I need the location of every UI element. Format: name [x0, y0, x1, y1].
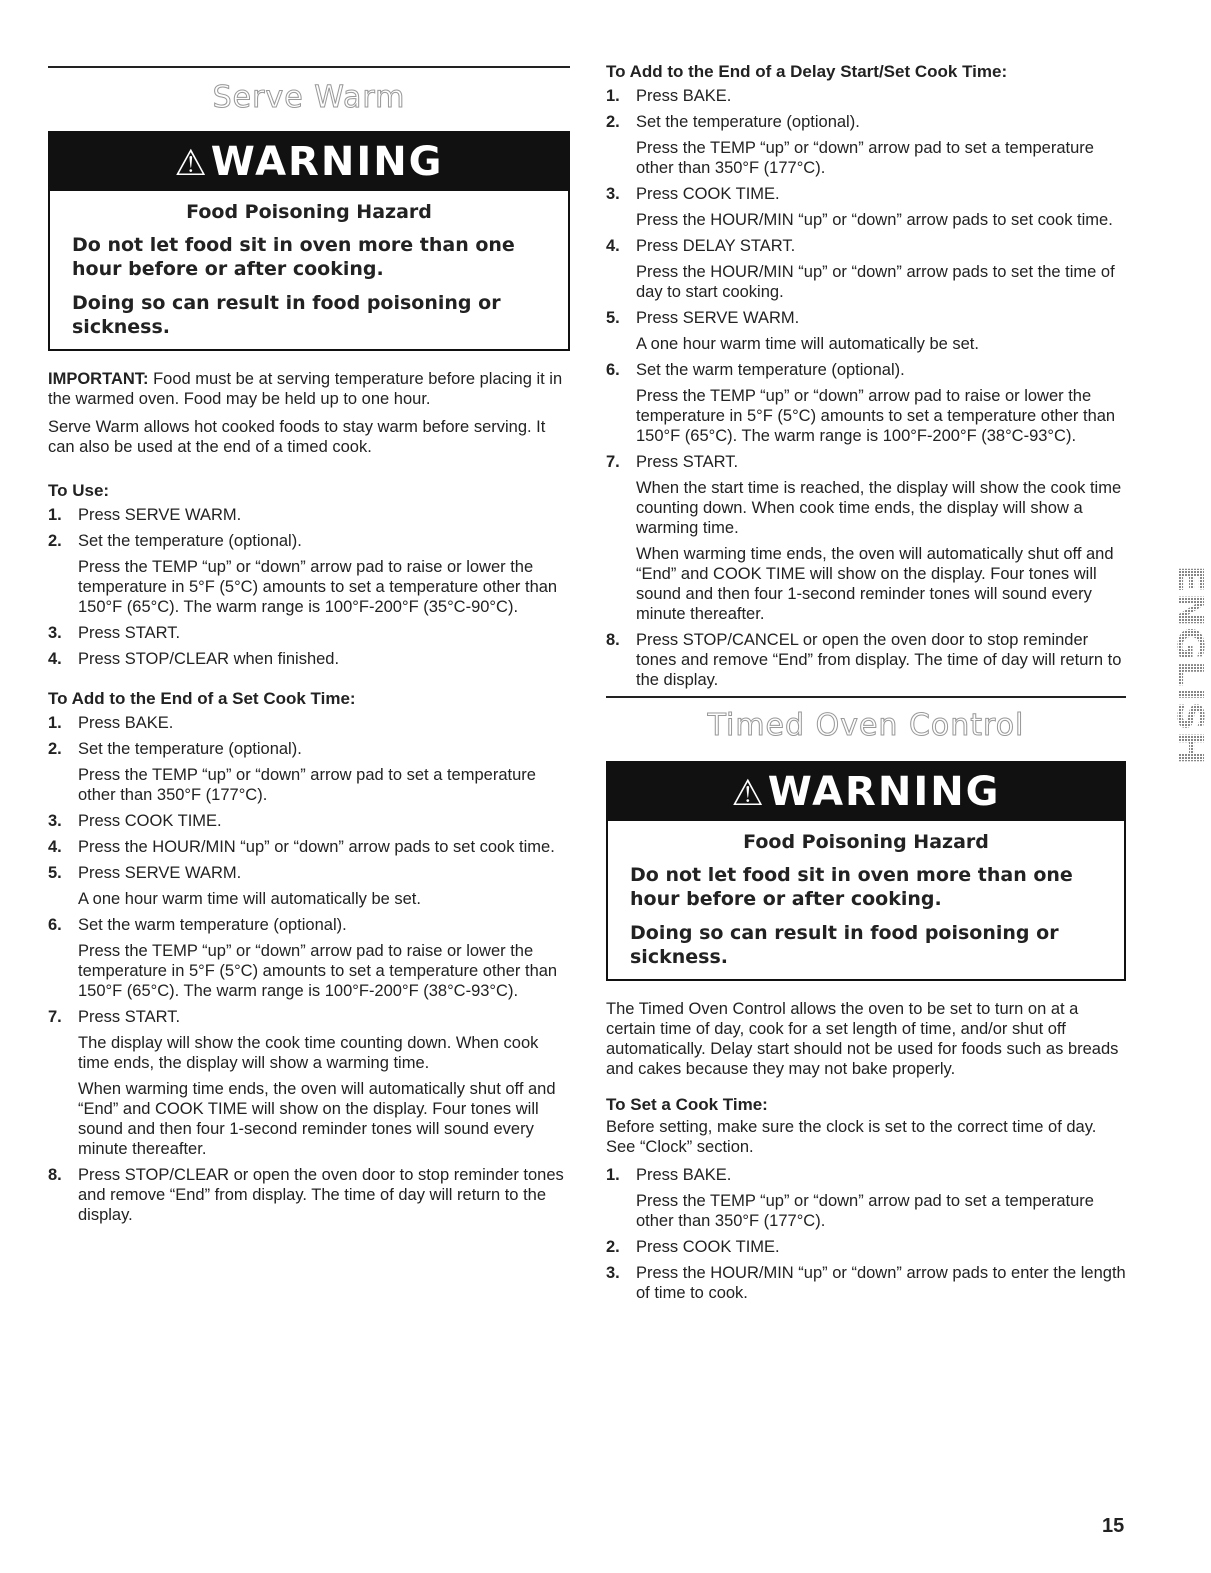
- step-number: 1.: [48, 506, 62, 524]
- steps-add-end-set-cook: [48, 713, 570, 1225]
- step-detail: Press the TEMP “up” or “down” arrow pad to raise or lower the temperature in 5°F (5°C) amounts to set a temperature other than 150°F (65°C). The warm range is 100°F-200°F (38°C-93°C).: [78, 942, 558, 1000]
- warning-box: [606, 761, 1126, 981]
- step-text: Press BAKE.: [636, 87, 732, 105]
- step-text: Press START.: [636, 453, 739, 471]
- step-detail: The display will show the cook time counting down. When cook time ends, the display will show a warming time.: [78, 1034, 539, 1072]
- step-text: Press COOK TIME.: [78, 812, 222, 830]
- step-text: Press DELAY START.: [636, 237, 796, 255]
- steps-add-end-delay: [606, 86, 1126, 690]
- list-item: [48, 505, 570, 525]
- step-text: Press SERVE WARM.: [636, 309, 800, 327]
- list-item: [606, 86, 1126, 106]
- step-number: 2.: [606, 1238, 620, 1256]
- serve-warm-intro: Serve Warm allows hot cooked foods to stay warm before serving. It can also be used at the end of a timed cook.: [48, 418, 546, 456]
- list-item: [606, 1237, 1126, 1257]
- step-number: 2.: [48, 532, 62, 550]
- warning-hazard: Food Poisoning Hazard: [186, 201, 432, 223]
- list-item: [606, 1263, 1126, 1303]
- side-tab-english: [1148, 565, 1210, 765]
- left-column: [48, 0, 570, 1231]
- step-number: 1.: [48, 714, 62, 732]
- list-item: [606, 630, 1126, 690]
- list-item: [606, 236, 1126, 302]
- step-text: Set the warm temperature (optional).: [78, 916, 347, 934]
- step-number: 8.: [606, 631, 620, 649]
- step-detail: Press the TEMP “up” or “down” arrow pad to raise or lower the temperature in 5°F (5°C) amounts to set a temperature other than 150°F (65°C). The warm range is 100°F-200°F (35°C-90°C).: [78, 558, 558, 616]
- step-text: Set the temperature (optional).: [78, 532, 302, 550]
- important-label: IMPORTANT:: [48, 370, 149, 388]
- step-number: 1.: [606, 87, 620, 105]
- step-detail: A one hour warm time will automatically be set.: [78, 890, 421, 908]
- list-item: [48, 713, 570, 733]
- section-title-serve-warm: Serve Warm: [212, 80, 406, 115]
- step-number: 5.: [606, 309, 620, 327]
- step-number: 7.: [606, 453, 620, 471]
- step-number: 2.: [606, 113, 620, 131]
- section-divider: [48, 66, 570, 68]
- list-item: [48, 863, 570, 909]
- list-item: [48, 739, 570, 805]
- step-detail: Press the TEMP “up” or “down” arrow pad to set a temperature other than 350°F (177°C).: [636, 139, 1094, 177]
- step-number: 4.: [48, 650, 62, 668]
- section-divider: [606, 696, 1126, 698]
- step-detail: When the start time is reached, the display will show the cook time counting down. When cook time ends, the display will show a warming time.: [636, 479, 1122, 537]
- warning-header: [50, 133, 568, 191]
- warning-box: [48, 131, 570, 351]
- step-text: Press BAKE.: [636, 1166, 732, 1184]
- list-item: [606, 360, 1126, 446]
- heading-add-end-delay: To Add to the End of a Delay Start/Set Cook Time:: [606, 62, 1008, 81]
- step-text: Set the temperature (optional).: [636, 113, 860, 131]
- step-number: 3.: [606, 1264, 620, 1282]
- page-number: 15: [1102, 1515, 1125, 1537]
- step-detail: Press the HOUR/MIN “up” or “down” arrow pads to set the time of day to start cooking.: [636, 263, 1115, 301]
- step-text: Press START.: [78, 624, 181, 642]
- step-text: Press START.: [78, 1008, 181, 1026]
- warning-body: [608, 821, 1124, 979]
- list-item: [48, 837, 570, 857]
- step-number: 2.: [48, 740, 62, 758]
- warning-line: Doing so can result in food poisoning or sickness.: [72, 292, 501, 338]
- step-text: Press BAKE.: [78, 714, 174, 732]
- step-number: 6.: [48, 916, 62, 934]
- list-item: [48, 649, 570, 669]
- list-item: [48, 915, 570, 1001]
- step-number: 4.: [606, 237, 620, 255]
- important-text: Food must be at serving temperature before placing it in the warmed oven. Food may be held up to one hour.: [48, 370, 563, 408]
- step-text: Press the HOUR/MIN “up” or “down” arrow pads to set cook time.: [78, 838, 555, 856]
- step-number: 3.: [48, 812, 62, 830]
- step-text: Set the warm temperature (optional).: [636, 361, 905, 379]
- warning-header: [608, 763, 1124, 821]
- heading-to-use: To Use:: [48, 481, 110, 500]
- step-detail: Press the TEMP “up” or “down” arrow pad to set a temperature other than 350°F (177°C).: [636, 1192, 1094, 1230]
- list-item: [606, 452, 1126, 624]
- side-tab-label: ENGLISH: [1169, 565, 1210, 742]
- list-item: [606, 112, 1126, 178]
- step-text: Press the HOUR/MIN “up” or “down” arrow pads to enter the length of time to cook.: [636, 1264, 1126, 1302]
- timed-oven-intro: The Timed Oven Control allows the oven to be set to turn on at a certain time of day, cook for a set length of time, and/or shut off automatically. Delay start should not be used for foods such as breads and cakes because they may not bake properly.: [606, 1000, 1119, 1078]
- step-text: Press STOP/CLEAR or open the oven door to stop reminder tones and remove “End” from display. The time of day will return to the display.: [78, 1166, 564, 1224]
- important-note: [48, 369, 570, 409]
- step-number: 3.: [606, 185, 620, 203]
- list-item: [48, 623, 570, 643]
- step-number: 3.: [48, 624, 62, 642]
- warning-label: WARNING: [210, 139, 444, 185]
- step-text: Press STOP/CLEAR when finished.: [78, 650, 340, 668]
- list-item: [48, 1165, 570, 1225]
- step-text: Press COOK TIME.: [636, 1238, 780, 1256]
- step-text: Press SERVE WARM.: [78, 506, 242, 524]
- step-text: Set the temperature (optional).: [78, 740, 302, 758]
- steps-set-cook-time: [606, 1165, 1126, 1303]
- step-text: Press STOP/CANCEL or open the oven door to stop reminder tones and remove “End” from display. The time of day will return to the display.: [636, 631, 1122, 689]
- heading-set-cook-time: To Set a Cook Time:: [606, 1095, 768, 1114]
- step-detail: When warming time ends, the oven will automatically shut off and “End” and COOK TIME will show on the display. Four tones will sound and then four 1-second reminder tones will sound every minute thereafter.: [78, 1080, 556, 1158]
- warning-hazard: Food Poisoning Hazard: [743, 831, 989, 853]
- warning-triangle-icon: ⚠: [174, 143, 209, 184]
- step-number: 7.: [48, 1008, 62, 1026]
- warning-triangle-icon: ⚠: [731, 773, 766, 814]
- list-item: [48, 531, 570, 617]
- set-cook-intro: Before setting, make sure the clock is set to the correct time of day. See “Clock” section.: [606, 1118, 1097, 1156]
- steps-to-use: [48, 505, 570, 669]
- step-detail: Press the HOUR/MIN “up” or “down” arrow pads to set cook time.: [636, 211, 1113, 229]
- step-number: 4.: [48, 838, 62, 856]
- warning-label: WARNING: [767, 769, 1001, 815]
- warning-body: [50, 191, 568, 349]
- step-detail: A one hour warm time will automatically be set.: [636, 335, 979, 353]
- step-text: Press SERVE WARM.: [78, 864, 242, 882]
- step-detail: Press the TEMP “up” or “down” arrow pad to set a temperature other than 350°F (177°C).: [78, 766, 536, 804]
- right-column: [606, 0, 1126, 1309]
- step-number: 5.: [48, 864, 62, 882]
- step-detail: When warming time ends, the oven will automatically shut off and “End” and COOK TIME will show on the display. Four tones will sound and then four 1-second reminder tones will sound every minute thereafter.: [636, 545, 1114, 623]
- warning-line: Do not let food sit in oven more than one hour before or after cooking.: [630, 864, 1073, 910]
- section-title-timed-oven: Timed Oven Control: [707, 708, 1025, 743]
- warning-line: Doing so can result in food poisoning or sickness.: [630, 922, 1059, 968]
- step-number: 1.: [606, 1166, 620, 1184]
- step-detail: Press the TEMP “up” or “down” arrow pad to raise or lower the temperature in 5°F (5°C) amounts to set a temperature other than 150°F (65°C). The warm range is 100°F-200°F (38°C-93°C).: [636, 387, 1116, 445]
- heading-add-end-set-cook: To Add to the End of a Set Cook Time:: [48, 689, 356, 708]
- list-item: [606, 308, 1126, 354]
- step-text: Press COOK TIME.: [636, 185, 780, 203]
- list-item: [606, 1165, 1126, 1231]
- warning-line: Do not let food sit in oven more than one hour before or after cooking.: [72, 234, 515, 280]
- list-item: [606, 184, 1126, 230]
- list-item: [48, 1007, 570, 1159]
- step-number: 8.: [48, 1166, 62, 1184]
- list-item: [48, 811, 570, 831]
- step-number: 6.: [606, 361, 620, 379]
